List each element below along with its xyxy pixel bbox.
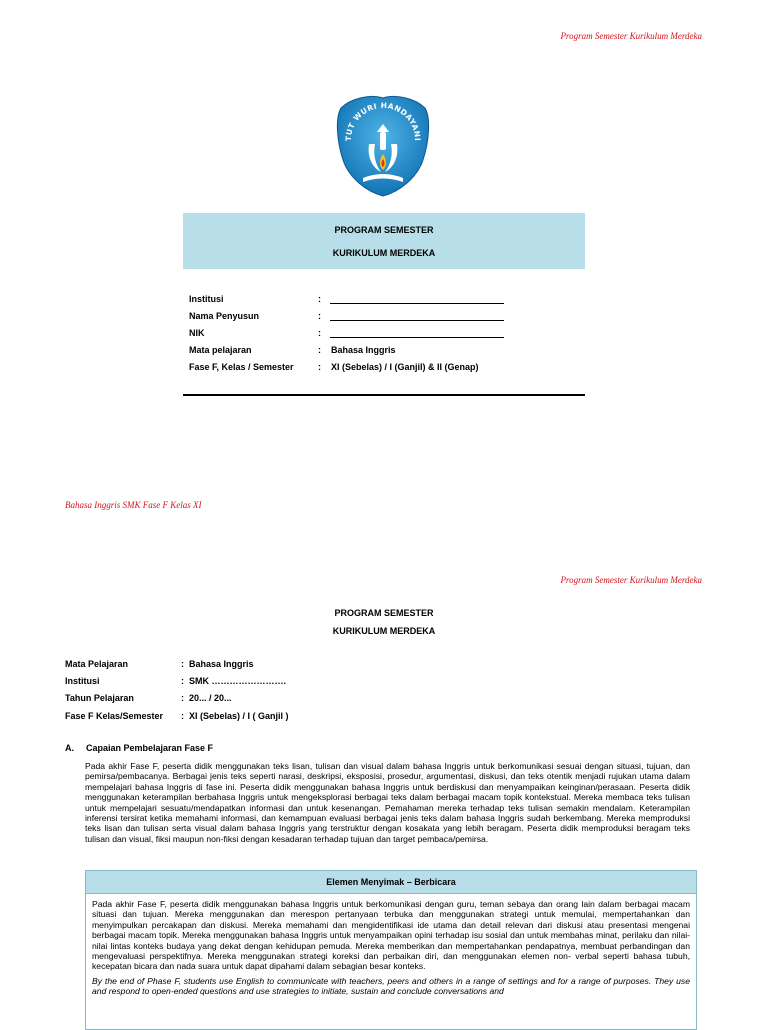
identity-label: Fase F, Kelas / Semester xyxy=(189,362,294,372)
info-label: Fase F Kelas/Semester xyxy=(65,711,164,721)
page-footer-note: Bahasa Inggris SMK Fase F Kelas XI xyxy=(65,500,202,510)
page-header-note: Program Semester Kurikulum Merdeka xyxy=(560,575,702,585)
info-value: XI (Sebelas) / I ( Ganjil ) xyxy=(189,711,289,721)
identity-colon: : xyxy=(318,294,321,304)
identity-label: Institusi xyxy=(189,294,224,304)
info-value: Bahasa Inggris xyxy=(189,659,254,669)
identity-label: NIK xyxy=(189,328,205,338)
info-label: Institusi xyxy=(65,676,100,686)
cover-title-line2: KURIKULUM MERDEKA xyxy=(332,248,436,258)
identity-value: XI (Sebelas) / I (Ganjil) & II (Genap) xyxy=(331,362,479,372)
info-value: 20... / 20... xyxy=(189,693,232,703)
elemen-paragraph-english: By the end of Phase F, students use English to communicate with teachers, peers and others in a range of settings and for a range of purposes. They use and respond to open-ended questions and use strategies to initiate, sustain and conclude conversations and xyxy=(92,975,690,997)
identity-colon: : xyxy=(318,328,321,338)
section-title: Capaian Pembelajaran Fase F xyxy=(86,743,214,753)
info-colon: : xyxy=(181,711,184,721)
cover-title-line1: PROGRAM SEMESTER xyxy=(334,225,434,235)
info-label: Mata Pelajaran xyxy=(65,659,129,669)
info-colon: : xyxy=(181,676,184,686)
identity-colon: : xyxy=(318,362,321,372)
elemen-body xyxy=(86,894,696,997)
tut-wuri-handayani-logo xyxy=(333,92,433,198)
identity-colon: : xyxy=(318,345,321,355)
identity-blank-line xyxy=(330,337,504,338)
identity-colon: : xyxy=(318,311,321,321)
elemen-table xyxy=(85,870,697,1030)
info-colon: : xyxy=(181,693,184,703)
identity-label: Nama Penyusun xyxy=(189,311,260,321)
cover-title-box xyxy=(183,213,585,269)
page-header-note: Program Semester Kurikulum Merdeka xyxy=(560,31,702,41)
cover-divider xyxy=(183,394,585,396)
info-colon: : xyxy=(181,659,184,669)
section-a-paragraph: Pada akhir Fase F, peserta didik menggunakan teks lisan, tulisan dan visual dalam bahasa Inggris untuk berkomunikasi sesuai dengan situasi, tujuan, dan pemirsa/pembacanya. Berbagai jenis teks seperti narasi, deskripsi, eksposisi, prosedur, argumentasi, diskusi, dan teks otentik menjadi rujukan utama dalam mempelajari bahasa Inggris di fase ini. Peserta didik menggunakan bahasa Inggris untuk berdiskusi dan menyampaikan keinginan/perasaan. Peserta didik menggunakan keterampilan berbahasa Inggris untuk mengeksplorasi berbagai teks dalam berbagai macam topik kontekstual. Mereka membaca teks tulisan untuk mempelajari sesuatu/mendapatkan informasi dan untuk kesenangan. Pemahaman mereka terhadap teks tulisan semakin mendalam. Keterampilan inferensi tersirat ketika memahami informasi, dan kemampuan evaluasi berbagai jenis teks dalam bahasa Inggris sudah berkembang. Mereka memproduksi teks lisan dan tulisan serta visual dalam bahasa Inggris yang terstruktur dengan kosakata yang lebih beragam. Peserta didik memproduksi beragam teks tulisan dan visual, fiksi maupun non-fiksi dengan kesadaran terhadap tujuan dan target pembaca/pemirsa. xyxy=(85,761,690,844)
page-title-line2: KURIKULUM MERDEKA xyxy=(332,626,436,636)
identity-blank-line xyxy=(330,303,504,304)
elemen-paragraph-indonesian: Pada akhir Fase F, peserta didik menggunakan bahasa Inggris untuk berkomunikasi dengan guru, teman sebaya dan orang lain dalam berbagai macam situasi dan tujuan. Mereka menggunakan dan merespon pertanyaan terbuka dan menggunakan strategi untuk memulai, mempertahankan dan menyimpulkan percakapan dan diskusi. Mereka memahami dan mengidentifikasi ide utama dan detail relevan dari diskusi atau presentasi mengenai berbagai macam topik. Mereka menggunakan bahasa Inggris untuk menyampaikan opini terhadap isu sosial dan untuk membahas minat, perilaku dan nilai-nilai lintas konteks budaya yang dekat dengan kehidupan pemuda. Mereka memberikan dan mempertahankan pendapatnya, membuat perbandingan dan mengevaluasi perspektifnya. Mereka menggunakan strategi koreksi dan perbaikan diri, dan menggunakan elemen non- verbal seperti bahasa tubuh, kecepatan bicara dan nada suara untuk dapat dipahami dalam sebagian besar konteks. xyxy=(92,899,690,972)
section-letter: A. xyxy=(65,743,74,753)
info-value: SMK ……………………. xyxy=(189,676,287,686)
page-title-line1: PROGRAM SEMESTER xyxy=(334,608,434,618)
svg-text:TUT WURI HANDAYANI: TUT WURI HANDAYANI xyxy=(343,100,423,142)
elemen-heading: Elemen Menyimak – Berbicara xyxy=(86,871,696,894)
info-label: Tahun Pelajaran xyxy=(65,693,134,703)
identity-value: Bahasa Inggris xyxy=(331,345,396,355)
identity-blank-line xyxy=(330,320,504,321)
identity-label: Mata pelajaran xyxy=(189,345,252,355)
